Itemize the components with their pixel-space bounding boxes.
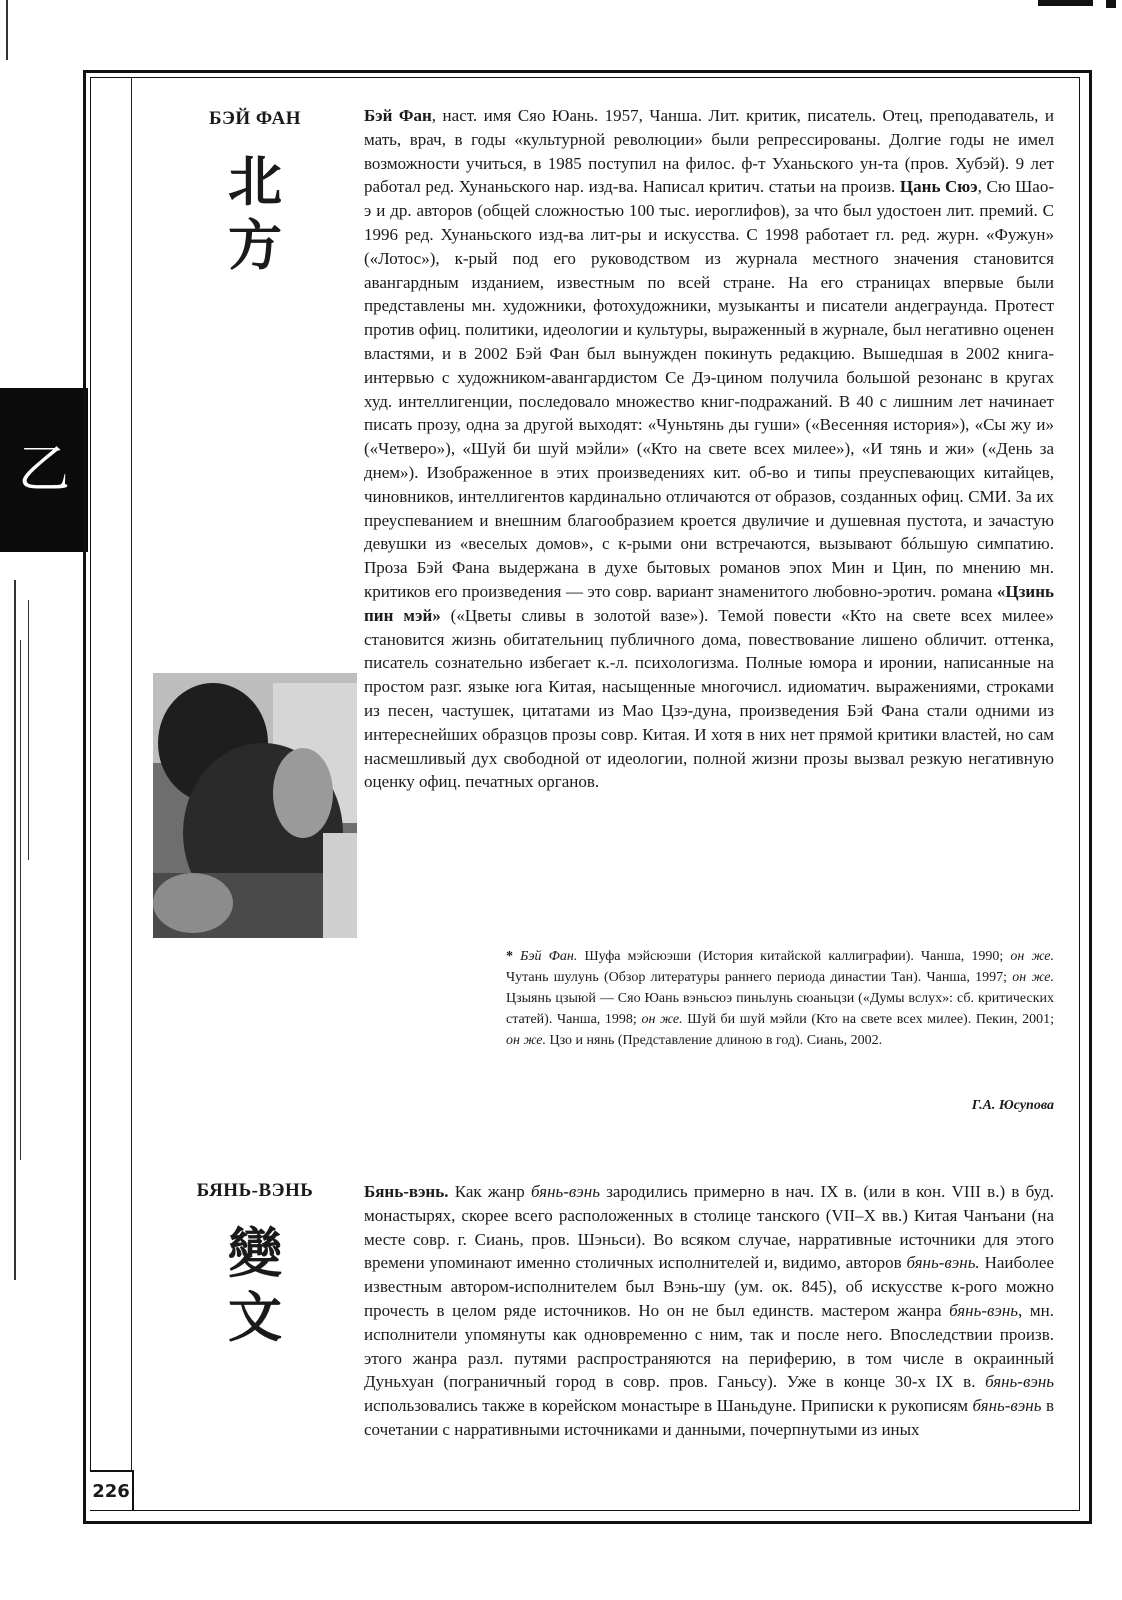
biblio-author: он же. xyxy=(1012,970,1055,985)
text-run: Наиболее известным автором-исполнителем был Вэнь-шу (ум. ок. 845), об искусстве к-рого можно прочесть в целом ряде источников. Но он не был единств. мастером жанра xyxy=(364,1253,1054,1320)
hanzi-char: 方 xyxy=(228,214,282,277)
entry-heading-bei-fan: БЭЙ ФАН xyxy=(208,108,302,129)
scan-edge xyxy=(0,0,40,1600)
hanzi-char: 北 xyxy=(228,150,282,213)
term: бянь-вэнь xyxy=(972,1396,1042,1416)
biblio-author: он же. xyxy=(1010,949,1055,964)
biblio-author: он же. xyxy=(506,1033,546,1048)
cross-reference: «Цзинь пин мэй» xyxy=(364,581,1054,625)
text-run: («Цветы сливы в золотой вазе»). Темой повести «Кто на свете всех милее» становится жизнь обитательниц публичного дома, повествование лишено обличит. оттенка, писатель сознательно избегает к.-л. психологизма. Полные юмора и иронии, написанные на простом разг. языке юга Китая, насыщенные многочисл. идиоматич. выражениями, строками из песен, частушек, цитатами из Мао Цзэ-дуна, произведения Бэй Фана стали одними из интереснейших образцов прозы совр. Китая. И хотя в них нет прямой критики властей, но сам насмешливый дух свободной от идеологии, полной жизни прозы вызвал резкую негативную оценку офиц. печатных органов. xyxy=(364,605,1054,792)
biblio-text: Цзыянь цзыюй — Сяо Юань вэньсюэ пиньлунь сюаньцзи («Думы вслух»: сб. критических статей). Чанша, 1998; xyxy=(506,991,1054,1027)
hanzi-char: 文 xyxy=(228,1286,282,1349)
chapter-tab xyxy=(0,388,88,552)
margin-divider xyxy=(131,78,132,1508)
text-run: Как жанр xyxy=(448,1182,532,1201)
biblio-text: Шуфа мэйсюэши (История китайской каллиграфии). Чанша, 1990; xyxy=(577,949,1011,964)
biblio-author: Бэй Фан. xyxy=(520,949,578,964)
term: бянь-вэнь xyxy=(531,1182,600,1201)
entry-lead: Бянь-вэнь. xyxy=(364,1182,449,1201)
biblio-author: он же. xyxy=(641,1012,683,1027)
entry-hanzi-bian-wen xyxy=(160,1222,350,1350)
bibliography xyxy=(506,946,1054,1051)
text-run: в сочетании с нарративными источниками и данными, почерпнутыми из иных xyxy=(364,1396,1054,1439)
article-author: Г.А. Юсупова xyxy=(971,1098,1054,1113)
entry-hanzi-bei-fan xyxy=(160,150,350,278)
hanzi-char: 變 xyxy=(228,1222,282,1285)
page-number: 226 xyxy=(90,1470,134,1510)
text-run: , наст. имя Сяо Юань. 1957, Чанша. Лит. критик, писатель. Отец, преподаватель, и мать, врач, в годы «культурной революции» были репрессированы. Долгие годы не имел возможности учиться, в 1985 поступил на филос. ф-т Уханьского ун-та (пров. Хубэй). 9 лет работал ред. Хунаньского нар. изд-ва. Написал критич. статьи на произв. xyxy=(364,106,1054,197)
term: бянь-вэнь xyxy=(949,1300,1019,1320)
term: бянь-вэнь. xyxy=(906,1253,980,1273)
term: бянь-вэнь xyxy=(985,1372,1054,1392)
entry-text-bian-wen xyxy=(364,1180,1054,1442)
text-run: использовались также в корейском монастыре в Шаньдуне. Приписки к рукописям xyxy=(364,1396,973,1416)
entry-text-bei-fan xyxy=(364,104,1054,794)
entry-heading-bian-wen: БЯНЬ-ВЭНЬ xyxy=(196,1180,314,1201)
cross-reference: Цань Сюэ xyxy=(899,177,978,197)
text-run: , Сю Шао-э и др. авторов (общей сложностью 100 тыс. иероглифов), за что был удостоен лит. премий. С 1996 ред. Хунаньского изд-ва лит-ры и искусства. С 1998 работает гл. ред. журн. «Фужун» («Лотос»), к-рый под его руководством из журнала местного значения становится авангардным изданием, известным по всей стране. На его страницах впервые были представлены мн. художники, фотохудожники, музыканты и писатели андеграунда. Протест против офиц. политики, идеологии и культуры, выраженный в журнале, был негативно оценен властями, и в 2002 Бэй Фан был вынужден покинуть редакцию. Вышедшая в 2002 книга-интервью с художником-авангардистом Се Дэ-цином получила большой резонанс в кругах худ. интеллигенции, последовало множество книг-подражаний. В 40 с лишним лет начинает писать прозу, одна за другой выходят: «Чуньтянь ды гуши» («Весенняя история»), «Сы жу и» («Четверо»), «Шуй би шуй мэйли» («Кто на свете всех милее»), «И тянь и жи» («День за днем»). Изображенное в этих произведениях кит. об-во и типы преуспевающих китайцев, чиновников, интеллигентов кардинально отличаются от образов, созданных офиц. СМИ. За их преуспеванием и внешним благообразием кроется двуличие и душевная пустота, и зачастую девушки из «веселых домов», с к-рыми они встречаются, вызывают бóльшую симпатию. Проза Бэй Фана выдержана в духе бытовых романов эпох Мин и Цин, по мнению мн. критиков его произведения — это совр. вариант знаменитого любовно-эротич. романа xyxy=(364,177,1055,601)
scan-mark xyxy=(1030,0,1122,8)
text-run: , мн. исполнители упомянуты как одновременно с ним, так и после него. Впоследствии произв. этого жанра разл. путями распространяются на периферию, в том числе в окраинный Дуньхуан (пограничный город в совр. пров. Ганьсу). Уже в конце 30-х IX в. xyxy=(364,1300,1054,1392)
biblio-text: Цзо и нянь (Представление длиною в год). Сиань, 2002. xyxy=(546,1033,883,1048)
entry-lead: Бэй Фан xyxy=(364,106,432,125)
biblio-mark: * xyxy=(506,949,521,964)
biblio-text: Чутань шулунь (Обзор литературы раннего периода династии Тан). Чанша, 1997; xyxy=(506,970,1013,985)
biblio-text: Шуй би шуй мэйли (Кто на свете всех милее). Пекин, 2001; xyxy=(682,1012,1055,1027)
chapter-tab-glyph: 乙 xyxy=(17,440,70,500)
text-run: зародились примерно в нач. IX в. (или в кон. VIII в.) в буд. монастырях, скорее всего расположенных в столице танского (VII–X вв.) Китая Чанъани (на месте совр. г. Сиань, пров. Шэньси). Во всяком случае, нарративные источники для этого времени упоминают именно столичных исполнителей и, видимо, авторов xyxy=(364,1182,1054,1273)
author-photo xyxy=(153,673,357,938)
